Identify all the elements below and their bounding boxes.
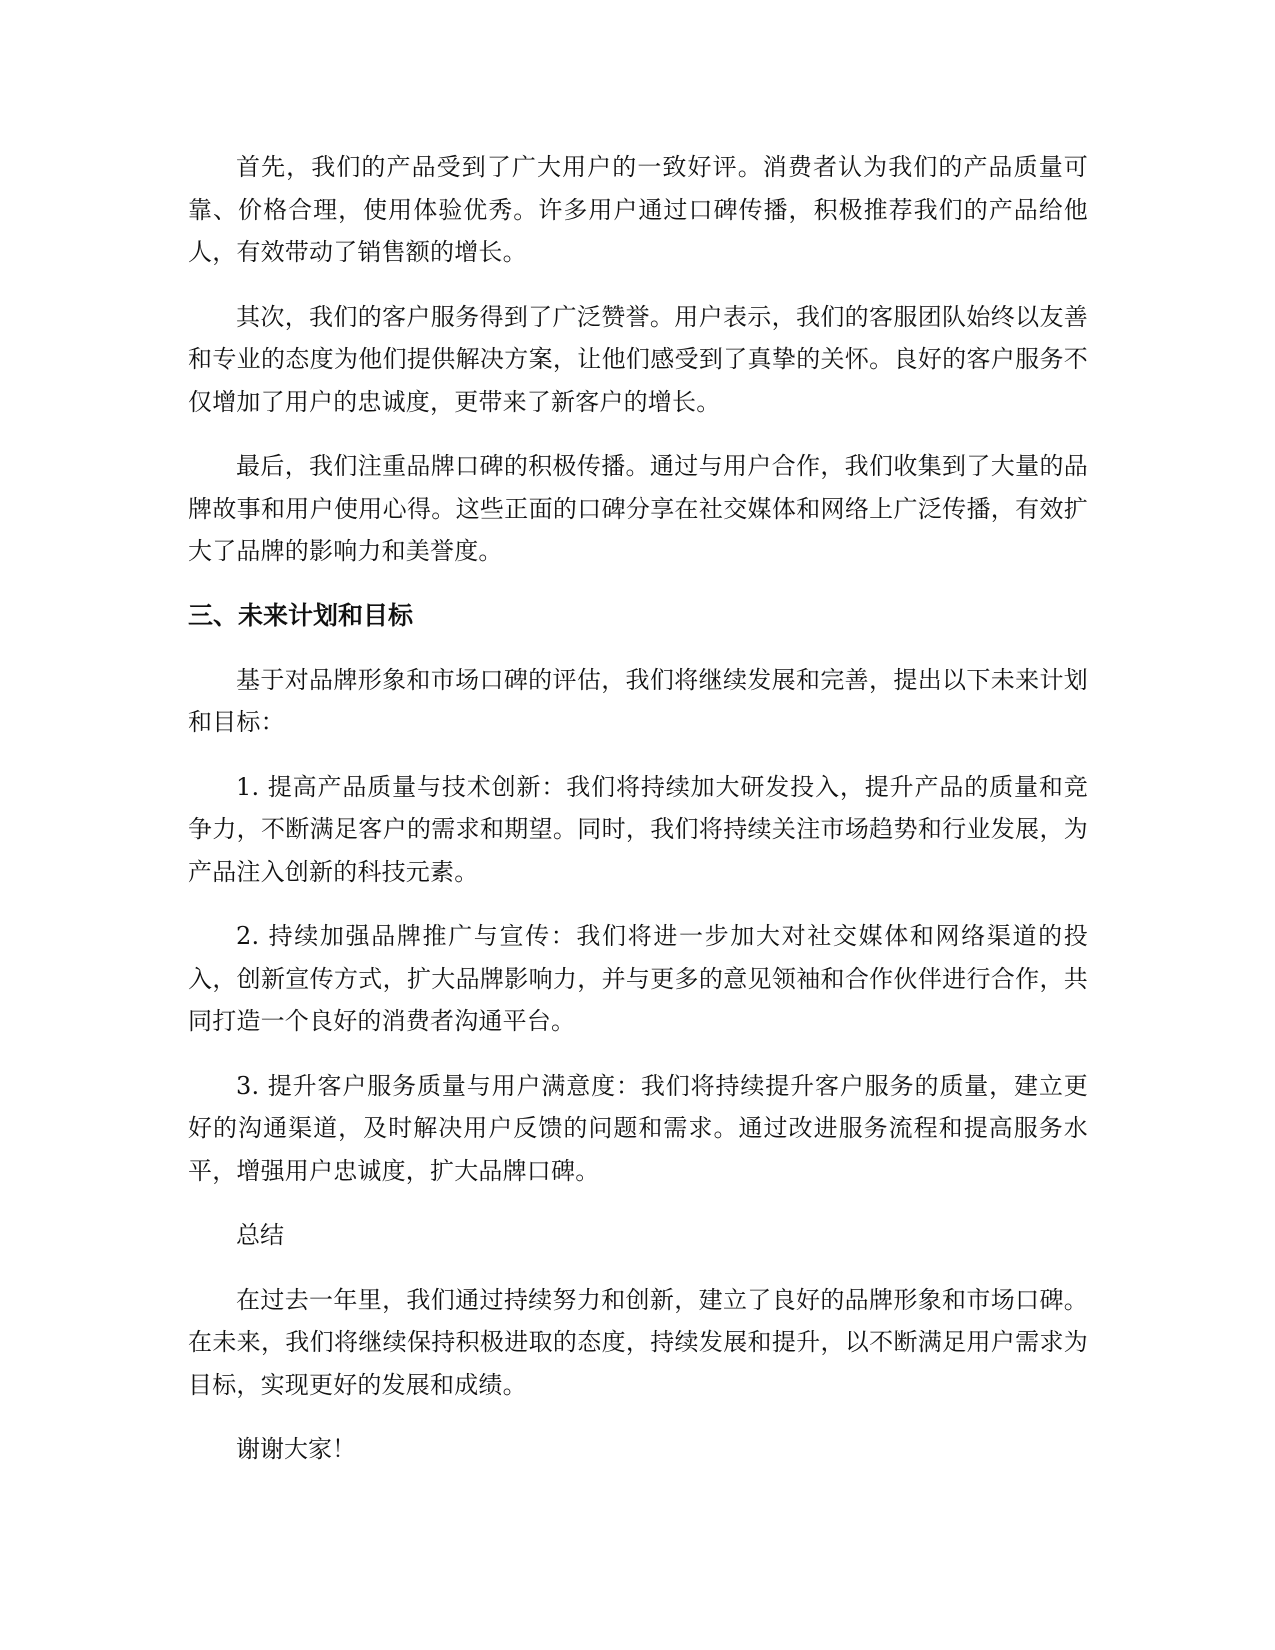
paragraph-summary: 在过去一年里，我们通过持续努力和创新，建立了良好的品牌形象和市场口碑。在未来，我们将继续保持积极进取的态度，持续发展和提升，以不断满足用户需求为目标，实现更好的发展和成绩。 xyxy=(188,1285,1088,1399)
plan-item-customer-service: 3. 提升客户服务质量与用户满意度：我们将持续提升客户服务的质量，建立更好的沟通渠道，及时解决用户反馈的问题和需求。通过改进服务流程和提高服务水平，增强用户忠诚度，扩大品牌口碑。 xyxy=(188,1071,1088,1185)
plan-item-product-quality: 1. 提高产品质量与技术创新：我们将持续加大研发投入，提升产品的质量和竞争力，不断满足客户的需求和期望。同时，我们将持续关注市场趋势和行业发展，为产品注入创新的科技元素。 xyxy=(188,772,1088,886)
paragraph-plans-intro: 基于对品牌形象和市场口碑的评估，我们将继续发展和完善，提出以下未来计划和目标： xyxy=(188,665,1088,736)
document-page xyxy=(188,146,1088,1493)
section-heading-future-plans: 三、未来计划和目标 xyxy=(188,600,414,630)
paragraph-product-praise: 首先，我们的产品受到了广大用户的一致好评。消费者认为我们的产品质量可靠、价格合理，使用体验优秀。许多用户通过口碑传播，积极推荐我们的产品给他人，有效带动了销售额的增长。 xyxy=(188,153,1088,266)
summary-label: 总结 xyxy=(236,1221,284,1249)
paragraph-customer-service: 其次，我们的客户服务得到了广泛赞誉。用户表示，我们的客服团队始终以友善和专业的态度为他们提供解决方案，让他们感受到了真挚的关怀。良好的客户服务不仅增加了用户的忠诚度，更带来了新客户的增长。 xyxy=(188,302,1088,416)
closing-thanks: 谢谢大家！ xyxy=(236,1435,356,1463)
plan-item-brand-promotion: 2. 持续加强品牌推广与宣传：我们将进一步加大对社交媒体和网络渠道的投入，创新宣传方式，扩大品牌影响力，并与更多的意见领袖和合作伙伴进行合作，共同打造一个良好的消费者沟通平台。 xyxy=(188,922,1088,1035)
paragraph-brand-word-of-mouth: 最后，我们注重品牌口碑的积极传播。通过与用户合作，我们收集到了大量的品牌故事和用户使用心得。这些正面的口碑分享在社交媒体和网络上广泛传播，有效扩大了品牌的影响力和美誉度。 xyxy=(188,452,1088,565)
